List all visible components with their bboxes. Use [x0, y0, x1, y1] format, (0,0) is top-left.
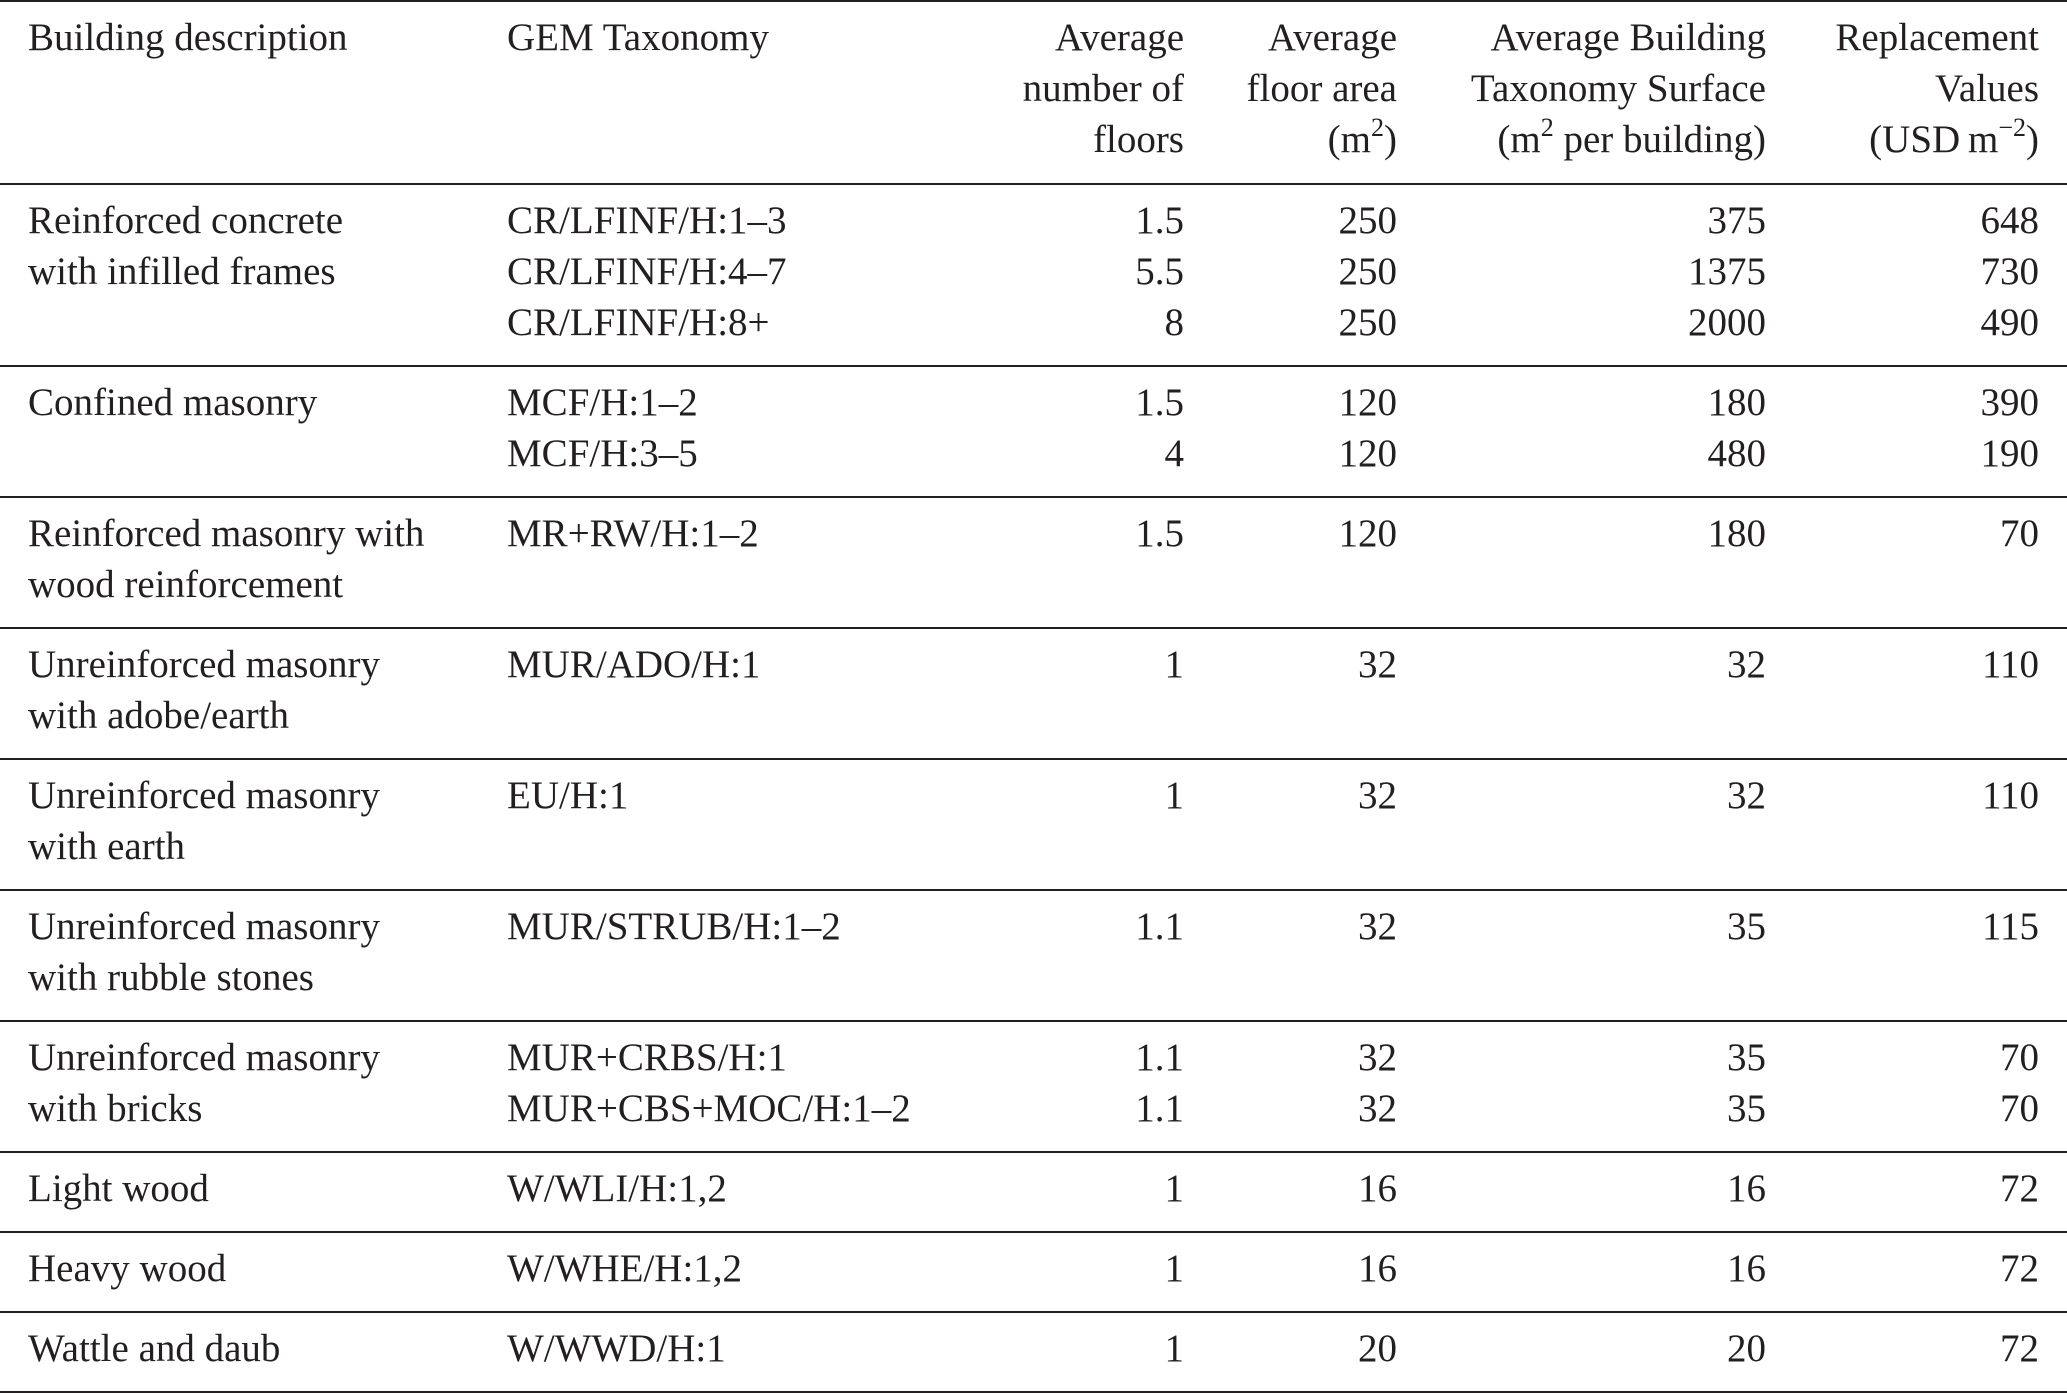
average-floors-cell: 8 [1164, 301, 1184, 344]
header-average-floors: Average number of floors [1022, 16, 1184, 161]
average-floor-area-cell: 250 [1338, 250, 1397, 293]
gem-taxonomy-cell: EU/H:1 [507, 774, 629, 817]
header-taxonomy-surface: Average Building Taxonomy Surface ($m^2$ per building) [1471, 12, 1766, 165]
replacement-value-cell: 730 [1980, 250, 2039, 293]
building-description: Reinforced masonry with [28, 512, 425, 555]
building-description: Light wood [28, 1167, 209, 1210]
taxonomy-surface-cell: 480 [1707, 432, 1766, 475]
building-description: Heavy wood [28, 1247, 227, 1290]
replacement-value-cell: 490 [1980, 301, 2039, 344]
replacement-value-cell: 70 [2000, 1087, 2039, 1130]
average-floor-area-cell: 32 [1358, 905, 1397, 948]
replacement-value-cell: 72 [2000, 1167, 2039, 1210]
taxonomy-surface-cell: 16 [1727, 1247, 1766, 1290]
unit-m2-per-building: ($m^2$ per building) [1497, 113, 1766, 161]
gem-taxonomy-cell: CR/LFINF/H:1–3 [507, 199, 787, 242]
gem-taxonomy-cell: MUR/ADO/H:1 [507, 643, 761, 686]
replacement-value-cell: 115 [1981, 905, 2039, 948]
average-floors-cell: 1 [1164, 1247, 1184, 1290]
gem-taxonomy-cell: MR+RW/H:1–2 [507, 512, 759, 555]
replacement-value-cell: 110 [1981, 643, 2039, 686]
average-floor-area-cell: 120 [1338, 432, 1397, 475]
building-description: wood reinforcement [28, 563, 344, 606]
average-floors-cell: 1 [1164, 1327, 1184, 1370]
gem-taxonomy-cell: MUR/STRUB/H:1–2 [507, 905, 841, 948]
average-floor-area-cell: 32 [1358, 643, 1397, 686]
replacement-value-cell: 70 [2000, 1036, 2039, 1079]
replacement-value-cell: 190 [1980, 432, 2039, 475]
header-rule [0, 183, 2067, 185]
group-rule [0, 496, 2067, 498]
gem-taxonomy-cell: MUR+CRBS/H:1 [507, 1036, 787, 1079]
group-rule [0, 365, 2067, 367]
group-rule [0, 758, 2067, 760]
gem-taxonomy-cell: W/WLI/H:1,2 [507, 1167, 727, 1210]
average-floors-cell: 1.1 [1135, 1087, 1184, 1130]
building-description: Reinforced concrete [28, 199, 344, 242]
taxonomy-surface-cell: 2000 [1688, 301, 1766, 344]
building-description: with infilled frames [28, 250, 336, 293]
header-gem-taxonomy: GEM Taxonomy [507, 16, 769, 59]
average-floor-area-cell: 16 [1358, 1167, 1397, 1210]
average-floor-area-cell: 120 [1338, 381, 1397, 424]
taxonomy-surface-cell: 180 [1707, 381, 1766, 424]
header-replacement-values: Replacement Values (USD $m^{-2}$) [1835, 12, 2039, 165]
unit-usd-per-m2: (USD $m^{-2}$) [1869, 113, 2039, 161]
gem-taxonomy-cell: MCF/H:1–2 [507, 381, 698, 424]
average-floors-cell: 1 [1164, 774, 1184, 817]
group-rule [0, 1151, 2067, 1153]
average-floors-cell: 1.1 [1135, 1036, 1184, 1079]
building-description: Wattle and daub [28, 1327, 281, 1370]
gem-taxonomy-cell: MCF/H:3–5 [507, 432, 698, 475]
building-description: Unreinforced masonry [28, 1036, 380, 1079]
taxonomy-surface-cell: 20 [1727, 1327, 1766, 1370]
group-rule [0, 1311, 2067, 1313]
group-rule [0, 1231, 2067, 1233]
gem-taxonomy-cell: W/WWD/H:1 [507, 1327, 726, 1370]
average-floors-cell: 1.5 [1135, 199, 1184, 242]
replacement-value-cell: 648 [1980, 199, 2039, 242]
taxonomy-surface-cell: 35 [1727, 1036, 1766, 1079]
building-description: with earth [28, 825, 186, 868]
average-floor-area-cell: 32 [1358, 1036, 1397, 1079]
replacement-value-cell: 110 [1981, 774, 2039, 817]
taxonomy-surface-cell: 32 [1727, 643, 1766, 686]
header-building-description: Building description [28, 16, 348, 59]
average-floor-area-cell: 32 [1358, 774, 1397, 817]
group-rule [0, 627, 2067, 629]
average-floors-cell: 4 [1164, 432, 1184, 475]
average-floors-cell: 1 [1164, 643, 1184, 686]
taxonomy-surface-cell: 32 [1727, 774, 1766, 817]
gem-taxonomy-cell: CR/LFINF/H:4–7 [507, 250, 787, 293]
taxonomy-surface-cell: 35 [1727, 905, 1766, 948]
replacement-value-cell: 72 [2000, 1327, 2039, 1370]
taxonomy-surface-cell: 1375 [1688, 250, 1766, 293]
average-floor-area-cell: 16 [1358, 1247, 1397, 1290]
building-description: with adobe/earth [28, 694, 289, 737]
taxonomy-surface-cell: 180 [1707, 512, 1766, 555]
gem-taxonomy-cell: CR/LFINF/H:8+ [507, 301, 770, 344]
building-description: with rubble stones [28, 956, 314, 999]
average-floor-area-cell: 20 [1358, 1327, 1397, 1370]
replacement-value-cell: 390 [1980, 381, 2039, 424]
replacement-value-cell: 72 [2000, 1247, 2039, 1290]
gem-taxonomy-cell: W/WHE/H:1,2 [507, 1247, 743, 1290]
taxonomy-surface-cell: 35 [1727, 1087, 1766, 1130]
average-floor-area-cell: 250 [1338, 301, 1397, 344]
building-description: Unreinforced masonry [28, 643, 380, 686]
average-floors-cell: 1 [1164, 1167, 1184, 1210]
unit-m2: $(m^2)$ [1327, 113, 1397, 161]
average-floor-area-cell: 250 [1338, 199, 1397, 242]
average-floor-area-cell: 120 [1338, 512, 1397, 555]
replacement-value-cell: 70 [2000, 512, 2039, 555]
average-floors-cell: 1.5 [1135, 381, 1184, 424]
average-floors-cell: 5.5 [1135, 250, 1184, 293]
average-floors-cell: 1.5 [1135, 512, 1184, 555]
building-description: Confined masonry [28, 381, 318, 424]
building-description: Unreinforced masonry [28, 905, 380, 948]
building-description: Unreinforced masonry [28, 774, 380, 817]
average-floor-area-cell: 32 [1358, 1087, 1397, 1130]
group-rule [0, 889, 2067, 891]
taxonomy-surface-cell: 16 [1727, 1167, 1766, 1210]
taxonomy-surface-cell: 375 [1707, 199, 1766, 242]
building-description: with bricks [28, 1087, 203, 1130]
gem-taxonomy-cell: MUR+CBS+MOC/H:1–2 [507, 1087, 911, 1130]
table-top-rule [0, 0, 2067, 2]
average-floors-cell: 1.1 [1135, 905, 1184, 948]
group-rule [0, 1020, 2067, 1022]
header-average-floor-area: Average floor area $(m^2)$ [1247, 12, 1397, 165]
